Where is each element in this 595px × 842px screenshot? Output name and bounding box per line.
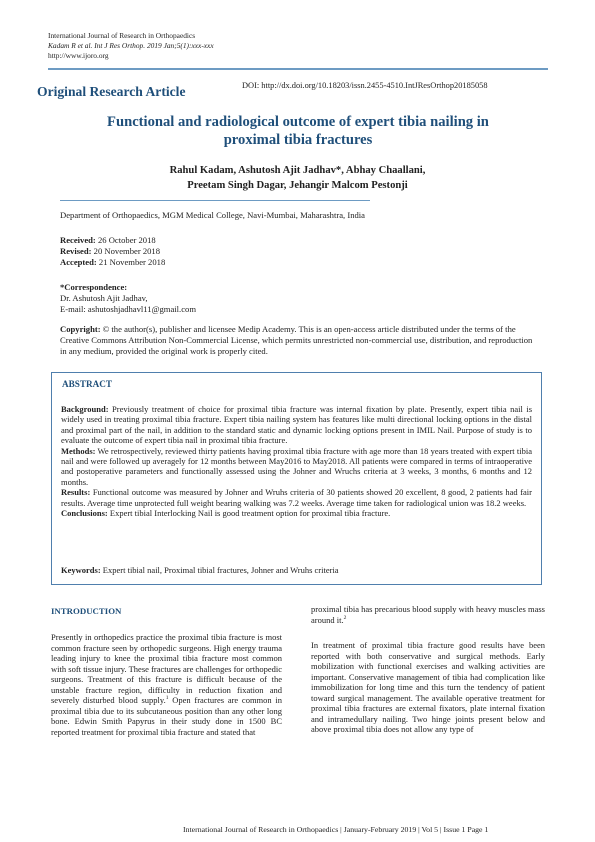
abstract-heading: ABSTRACT — [62, 379, 113, 389]
abstract-body — [61, 404, 532, 518]
authors — [120, 163, 475, 193]
correspondence-email[interactable]: E-mail: ashutoshjadhavl11@gmail.com — [60, 304, 196, 314]
citation: Kadam R et al. Int J Res Orthop. 2019 Jan;5(1):xxx-xxx — [48, 41, 214, 50]
intro-paragraph-continued: proximal tibia has precarious blood supply with heavy muscles mass around it.$^2$ — [311, 604, 545, 625]
running-header — [48, 31, 214, 61]
citation-ref[interactable]: 1 — [165, 695, 169, 702]
authors-divider — [60, 200, 370, 201]
correspondence-label: *Correspondence: — [60, 282, 128, 292]
abstract-conclusions: Conclusions: Expert tibial Interlocking Nail is good treatment option for proximal tibia fracture. — [61, 508, 391, 519]
abstract-methods: Methods: We retrospectively, reviewed thirty patients having proximal tibia fracture with age more than 18 years treated with expert tibia nail and were followed up averagely for 12 months between May2016 to May2018. All patients were compared in terms of intraoperative and postoperative parameters and functionally assessed using the Johner and Wruchs criteria at 3 weeks, 3 months, 6 months and 12 months. — [61, 445, 532, 487]
introduction-column-1 — [51, 632, 282, 737]
copyright-notice: Copyright: © the author(s), publisher and licensee Medip Academy. This is an open-access article distributed under the terms of the Creative Commons Attribution Non-Commercial License, which permits unrestricted non-commercial use, distribution, and reproduction in any medium, provided the original work is properly cited. — [60, 324, 533, 356]
correspondence — [60, 282, 196, 315]
accepted-date: Accepted: 21 November 2018 — [60, 257, 166, 267]
article-title — [58, 113, 538, 149]
doi-link[interactable]: DOI: http://dx.doi.org/10.18203/issn.2455-4510.IntJResOrthop20185058 — [242, 81, 488, 90]
introduction-column-2-top — [311, 604, 545, 625]
introduction-column-2 — [311, 640, 545, 735]
introduction-heading: INTRODUCTION — [51, 606, 122, 616]
title-line-2: proximal tibia fractures — [223, 132, 373, 148]
correspondence-name: Dr. Ashutosh Ajit Jadhav, — [60, 293, 148, 303]
header-divider — [48, 68, 548, 70]
affiliation: Department of Orthopaedics, MGM Medical College, Navi-Mumbai, Maharashtra, India — [60, 210, 365, 220]
citation-ref[interactable]: 2 — [343, 614, 347, 621]
authors-line-1: Rahul Kadam, Ashutosh Ajit Jadhav*, Abhay Chaallani, — [169, 165, 426, 176]
journal-url[interactable]: http://www.ijoro.org — [48, 51, 109, 60]
intro-paragraph-2: In treatment of proximal tibia fracture good results have been reported with both conservative and surgical methods. Early mobilization with functional exercises and walking activities are important. Conservative management of tibia had complication like immobilization for long time and this turn the tendency of patient toward surgical management. The available operative treatment for proximal tibia fractures are external fixators, plate internal fixation and intramedullary nailing. Two hinge joints present below and above proximal tibia does not allow any type of — [311, 640, 545, 734]
received-date: Received: 26 October 2018 — [60, 235, 156, 245]
keywords: Keywords: Expert tibial nail, Proximal tibial fractures, Johner and Wruhs criteria — [61, 565, 339, 575]
page-footer: International Journal of Research in Orthopaedics | January-February 2019 | Vol 5 | Issue 1 Page 1 — [183, 825, 489, 834]
article-dates — [60, 235, 165, 268]
abstract-results: Results: Functional outcome was measured by Johner and Wruhs criteria of 30 patients showed 20 excellent, 8 good, 2 patients had fair results. Average time unprotected full weight bearing walking was 7.2 weeks. Average time taken for radiological union was 18.2 weeks. — [61, 487, 532, 508]
authors-line-2: Preetam Singh Dagar, Jehangir Malcom Pestonji — [187, 180, 408, 191]
article-type: Original Research Article — [37, 84, 186, 99]
intro-paragraph-1: Presently in orthopedics practice the proximal tibia fracture is most common fracture seen by orthopedic surgeons. High energy trauma leading injury to knee the proximal tibia fracture most common with soft tissue injury. These fractures are challenges for orthopedic surgeons. Treatment of this fracture is difficult because of the unstable fracture region, difficulty in reduction fixation and severely disturbed blood supply.$^1$ Open fractures are common in proximal tibia due to its subcutaneous position than any other long bone. Edwin Smith Papyrus in their study done in 1500 BC reported treatment for proximal tibia fracture and stated that — [51, 632, 283, 737]
title-line-1: Functional and radiological outcome of expert tibia nailing in — [107, 114, 489, 130]
revised-date: Revised: 20 November 2018 — [60, 246, 161, 256]
journal-name: International Journal of Research in Orthopaedics — [48, 31, 196, 40]
abstract-background: Background: Previously treatment of choice for proximal tibia fracture was internal fixation by plate. Presently, expert tibia nail is widely used in treating proximal tibia fracture. Expert tibia nailing system has features like multi directional locking options in the distal and proximal part of the nail, in addition to the standard static and dynamic locking options present in IMIL Nail. Purpose of study is to evaluate the outcome of expert tibia nail in proximal tibia fracture. — [61, 404, 532, 446]
